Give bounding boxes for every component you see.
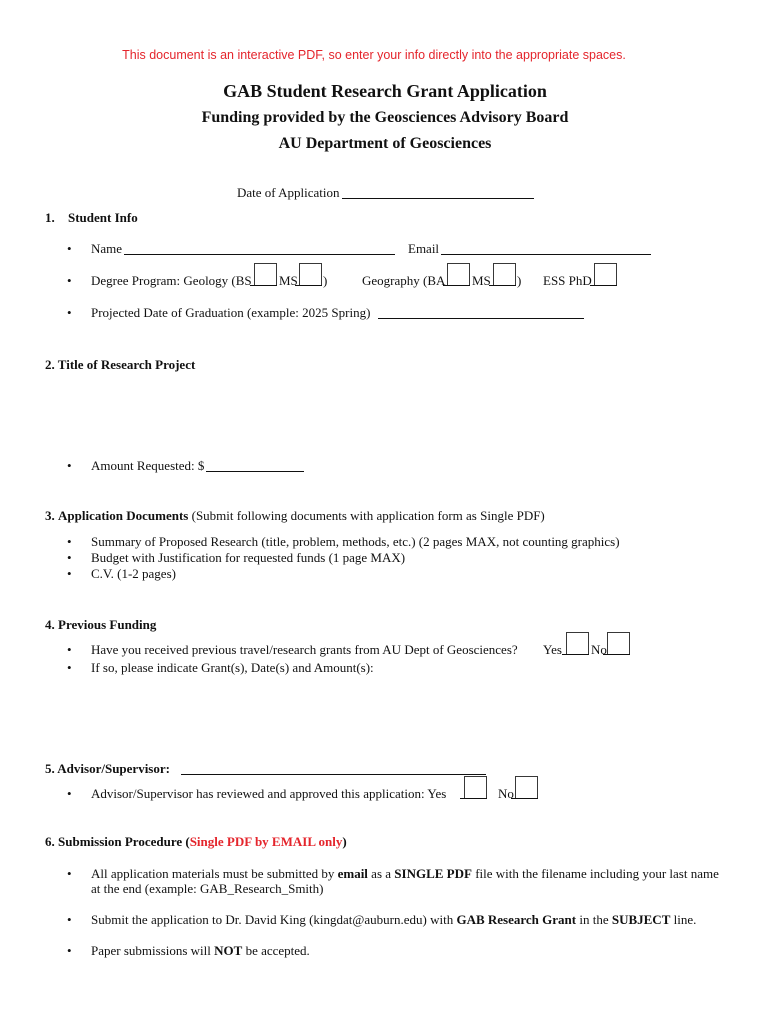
section-2-heading [45,357,195,373]
section-1-title: Student Info [68,210,138,225]
previous-funding-no-label: No [591,642,607,657]
form-title: GAB Student Research Grant Application [223,81,547,101]
document-item-cv: • C.V. (1-2 pages) [91,566,176,582]
not-emphasis: NOT [214,943,243,958]
section-2-title: Title of Research Project [57,357,196,372]
degree-geography-label: Geography (BA [362,273,446,288]
application-date-label: Date of Application [237,185,340,200]
geology-bs-checkbox[interactable] [254,263,277,286]
geology-ms-checkbox[interactable] [299,263,322,286]
previous-funding-yes-checkbox[interactable] [566,632,589,655]
section-5-heading [45,761,170,777]
advisor-approval-yes-checkbox[interactable] [464,776,487,799]
document-item-budget: • Budget with Justification for requested funds (1 page MAX) [91,550,405,566]
research-title-field[interactable] [45,378,735,450]
section-4-heading [45,617,156,633]
advisor-name-field[interactable] [181,761,486,775]
amount-requested-label: • Amount Requested: $ [91,458,204,474]
previous-funding-question: • Have you received previous travel/research grants from AU Dept of Geosciences? [91,642,518,658]
submission-item-text: All application materials must be submitted by [91,866,338,881]
form-subtitle: Funding provided by the Geosciences Advisory Board [201,109,569,126]
submission-item-paper [91,943,310,959]
submission-item-email-continuation: at the end (example: GAB_Research_Smith) [91,881,324,896]
previous-funding-details-field[interactable] [91,680,731,754]
section-2-number: 2. [45,357,55,372]
section-4-number: 4. [45,617,55,632]
advisor-approval-yes-label: Yes [427,786,447,801]
email-label: Email [408,241,440,256]
submission-item-text: Paper submissions will [91,943,215,958]
section-3-number: 3. [45,508,55,523]
section-6-highlight: Single PDF by EMAIL only [189,834,343,849]
application-date-field[interactable] [342,185,534,199]
email-emphasis: email [337,866,368,881]
section-1-number: 1. [45,210,55,225]
geography-ba-checkbox[interactable] [447,263,470,286]
submission-item-text: Submit the application to Dr. David King (kingdat@auburn.edu) with [91,912,457,927]
graduation-date-field[interactable] [378,305,584,319]
ess-phd-checkbox[interactable] [594,263,617,286]
document-item-summary: • Summary of Proposed Research (title, problem, methods, etc.) (2 pages MAX, not counting graphics) [91,534,620,550]
section-3-heading [45,508,545,524]
submission-item-text: as a [367,866,395,881]
graduation-date-label: • Projected Date of Graduation (example: 2025 Spring) [91,305,370,321]
geography-ms-label: MS [472,273,491,288]
degree-ess-phd-label: ESS PhD [543,273,592,288]
advisor-approval-text: Advisor/Supervisor has reviewed and approved this application: [91,786,425,801]
section-6-title-end: ) [342,834,347,849]
geography-close-paren: ) [517,273,522,288]
section-6-number: 6. [45,834,55,849]
section-3-title: Application Documents [58,508,189,523]
submission-item-text: file with the filename including your last name [471,866,719,881]
submission-item-text: line. [670,912,697,927]
single-pdf-emphasis: SINGLE PDF [394,866,472,881]
amount-requested-field[interactable] [206,458,304,472]
department-name: AU Department of Geosciences [278,135,492,152]
section-5-title: Advisor/Supervisor: [57,761,170,776]
section-3-note: (Submit following documents with application form as Single PDF) [191,508,545,523]
submission-item-email [91,866,719,882]
degree-geology-label: • Degree Program: Geology (BS [91,273,252,289]
email-field[interactable] [441,241,651,255]
geology-ms-label: MS [279,273,298,288]
advisor-approval-no-label: No [498,786,514,801]
advisor-approval-no-checkbox[interactable] [515,776,538,799]
geography-ms-checkbox[interactable] [493,263,516,286]
section-5-number: 5. [45,761,55,776]
subject-emphasis: SUBJECT [611,912,671,927]
section-6-heading [45,834,347,850]
submission-item-recipient [91,912,696,928]
advisor-approval-question [91,786,446,802]
previous-funding-yes-label: Yes [543,642,562,657]
name-label: • Name [91,241,122,257]
submission-item-text: in the [576,912,612,927]
submission-item-text: be accepted. [242,943,310,958]
section-4-title: Previous Funding [58,617,157,632]
geology-close-paren: ) [323,273,328,288]
name-field[interactable] [124,241,395,255]
gab-research-grant-emphasis: GAB Research Grant [456,912,577,927]
previous-funding-no-checkbox[interactable] [607,632,630,655]
interactive-pdf-notice: This document is an interactive PDF, so enter your info directly into the appropriate spaces. [122,48,626,62]
section-6-title: Submission Procedure ( [58,834,190,849]
previous-funding-details-prompt: • If so, please indicate Grant(s), Date(s) and Amount(s): [91,660,374,676]
